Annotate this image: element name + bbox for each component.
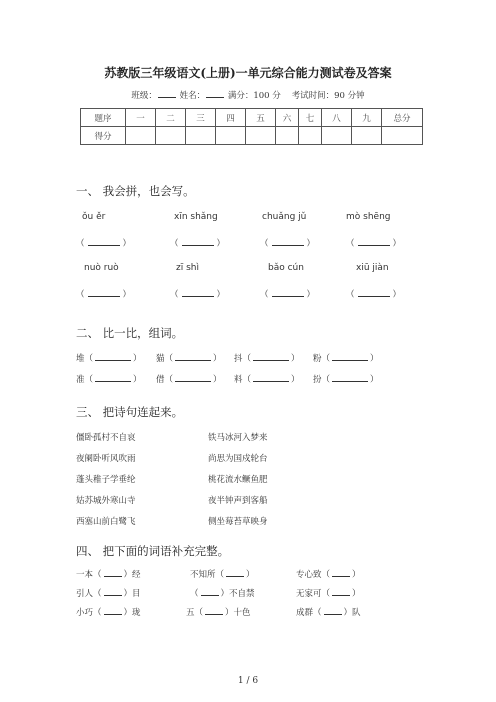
header-cell: 九 [352, 109, 382, 127]
pinyin-item: chuǎng jǔ [262, 212, 307, 222]
score-cell[interactable] [156, 127, 186, 145]
document-title: 苏教版三年级语文(上册)一单元综合能力测试卷及答案 [104, 66, 392, 80]
answer-blank[interactable]: （ ） [260, 290, 316, 300]
answer-blank[interactable]: （ ） [346, 290, 402, 300]
section-1-title: 一、 我会拼，也会写。 [76, 184, 195, 198]
section-4-title: 四、 把下面的词语补充完整。 [76, 544, 230, 558]
score-row-label: 得分 [81, 127, 126, 145]
compound-word-item[interactable]: 扮（ ） [313, 375, 379, 385]
compound-word-item[interactable]: 料（ ） [234, 375, 300, 385]
answer-blank[interactable]: （ ） [346, 239, 402, 249]
header-cell: 六 [276, 109, 299, 127]
score-cell[interactable] [382, 127, 423, 145]
section-2-title: 二、 比一比，组词。 [76, 326, 184, 340]
poem-line-left[interactable]: 姑苏城外寒山寺 [76, 496, 136, 506]
compound-word-item[interactable]: 准（ ） [76, 375, 142, 385]
idiom-item[interactable]: 专心致（ ） [296, 570, 361, 580]
poem-line-right[interactable]: 侧坐莓苔草映身 [208, 517, 268, 527]
score-cell[interactable] [186, 127, 216, 145]
answer-blank[interactable]: （ ） [76, 290, 132, 300]
score-cell[interactable] [322, 127, 352, 145]
poem-line-right[interactable]: 桃花流水鳜鱼肥 [208, 475, 268, 485]
pinyin-item: zī shì [176, 263, 199, 273]
pinyin-item: mò shēng [346, 212, 391, 222]
answer-blank[interactable]: （ ） [76, 239, 132, 249]
pinyin-item: nuò ruò [84, 263, 119, 273]
header-cell: 四 [216, 109, 246, 127]
header-cell: 五 [246, 109, 276, 127]
header-cell: 题序 [81, 109, 126, 127]
header-cell: 三 [186, 109, 216, 127]
answer-blank[interactable]: （ ） [170, 239, 226, 249]
class-label: 班级： [131, 91, 157, 101]
pinyin-item: ǒu ěr [82, 212, 106, 222]
answer-blank[interactable]: （ ） [170, 290, 226, 300]
answer-blank[interactable]: （ ） [260, 239, 316, 249]
idiom-item[interactable]: 成群（ ）队 [296, 608, 361, 618]
score-cell[interactable] [299, 127, 322, 145]
score-table-row [81, 127, 423, 145]
score-cell[interactable] [246, 127, 276, 145]
idiom-item[interactable]: 小巧（ ）珑 [76, 608, 141, 618]
score-cell[interactable] [276, 127, 299, 145]
poem-line-left[interactable]: 僵卧孤村不自哀 [76, 433, 136, 443]
poem-line-right[interactable]: 铁马冰河入梦来 [208, 433, 268, 443]
compound-word-item[interactable]: 猫（ ） [156, 354, 222, 364]
compound-word-item[interactable]: 抖（ ） [234, 354, 300, 364]
idiom-item[interactable]: 一本（ ）经 [76, 570, 141, 580]
class-blank[interactable] [158, 89, 176, 98]
section-3-title: 三、 把诗句连起来。 [76, 405, 184, 419]
pinyin-item: xiū jiàn [356, 263, 389, 273]
page-number: 1 / 6 [237, 676, 259, 686]
pinyin-item: xīn shǎng [174, 212, 218, 222]
score-table-header [81, 109, 423, 127]
idiom-item[interactable]: 五（ ）十色 [186, 608, 251, 618]
name-blank[interactable] [206, 89, 224, 98]
full-score: 满分：100 分 [227, 91, 281, 101]
name-label: 姓名： [179, 91, 206, 101]
poem-line-right[interactable]: 夜半钟声到客船 [208, 496, 268, 506]
poem-line-left[interactable]: 夜阑卧听风吹雨 [76, 454, 136, 464]
score-cell[interactable] [216, 127, 246, 145]
score-cell[interactable] [352, 127, 382, 145]
pinyin-item: bǎo cún [268, 263, 304, 273]
compound-word-item[interactable]: 堆（ ） [76, 354, 142, 364]
idiom-item[interactable]: 无家可（ ） [296, 589, 361, 599]
poem-line-left[interactable]: 西塞山前白鹭飞 [76, 517, 136, 527]
compound-word-item[interactable]: 借（ ） [156, 375, 222, 385]
compound-word-item[interactable]: 粉（ ） [313, 354, 379, 364]
exam-time: 考试时间：90 分钟 [291, 91, 365, 101]
idiom-item[interactable]: 引人（ ）目 [76, 589, 141, 599]
header-cell: 七 [299, 109, 322, 127]
header-cell: 总分 [382, 109, 423, 127]
header-cell: 一 [126, 109, 156, 127]
exam-info [0, 89, 496, 101]
score-table [80, 108, 423, 145]
header-cell: 八 [322, 109, 352, 127]
poem-line-right[interactable]: 尚思为国戍轮台 [208, 454, 268, 464]
score-cell[interactable] [126, 127, 156, 145]
idiom-item[interactable]: 不知所（ ） [190, 570, 255, 580]
poem-line-left[interactable]: 蓬头稚子学垂纶 [76, 475, 136, 485]
idiom-item[interactable]: （ ）不自禁 [190, 589, 255, 599]
header-cell: 二 [156, 109, 186, 127]
